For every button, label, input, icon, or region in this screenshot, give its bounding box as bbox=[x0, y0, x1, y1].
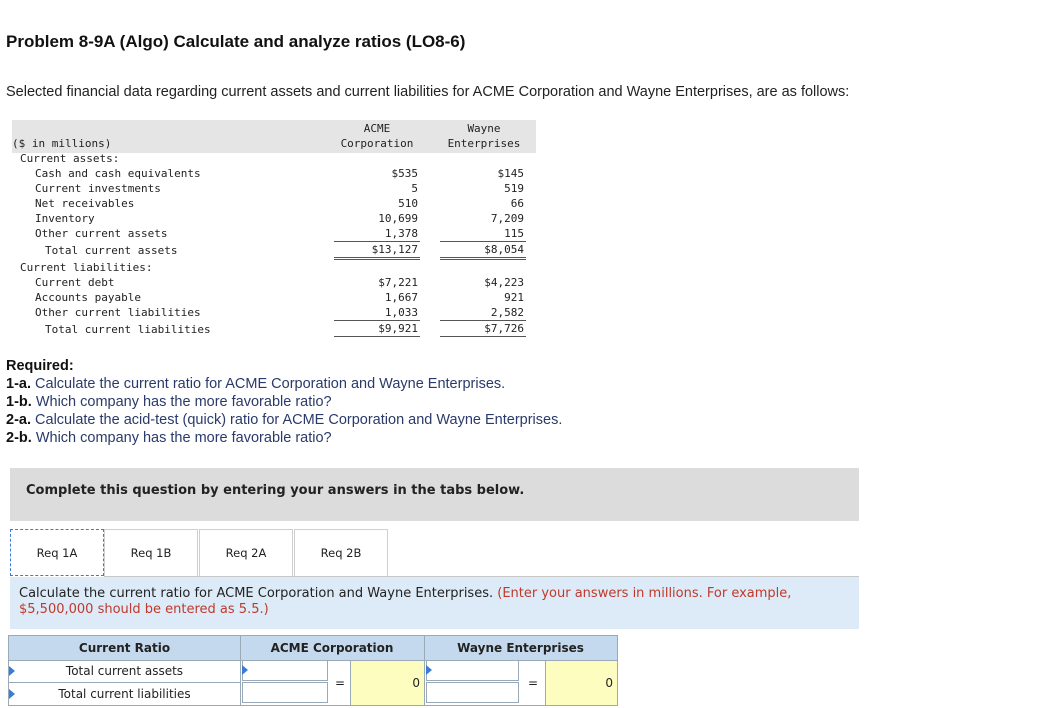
acme-denominator-input[interactable] bbox=[242, 682, 328, 703]
asset-label: Current investments bbox=[35, 182, 161, 195]
banner-text: Complete this question by entering your answers in the tabs below. bbox=[26, 483, 525, 498]
total-assets-acme: $13,127 bbox=[371, 243, 418, 256]
input-marker-icon bbox=[426, 665, 432, 675]
liability-acme-value: 1,667 bbox=[384, 291, 418, 304]
asset-wayne-value: $145 bbox=[497, 167, 524, 180]
acme-liab-total-rule bbox=[334, 336, 420, 337]
wayne-liab-subtotal-rule bbox=[440, 320, 526, 321]
asset-label: Other current assets bbox=[35, 227, 168, 240]
asset-acme-value: 510 bbox=[398, 197, 418, 210]
total-liabilities-acme: $9,921 bbox=[378, 322, 418, 335]
tab-req-2a[interactable]: Req 2A bbox=[199, 529, 293, 576]
total-assets-label: Total current assets bbox=[45, 244, 178, 257]
problem-title: Problem 8-9A (Algo) Calculate and analyze ratios (LO8-6) bbox=[6, 32, 466, 51]
column-divider bbox=[424, 636, 425, 705]
required-item-text: Which company has the more favorable ratio? bbox=[35, 430, 332, 446]
wayne-denominator-input[interactable] bbox=[426, 682, 519, 703]
wayne-numerator-input[interactable] bbox=[426, 660, 519, 681]
instruction-note: (Enter your answers in millions. For example, $5,500,000 should be entered as 5.5.) bbox=[19, 586, 792, 617]
wayne-subtotal-rule bbox=[440, 241, 526, 242]
tab-req-2b[interactable]: Req 2B bbox=[294, 529, 388, 576]
required-item-text: Calculate the current ratio for ACME Corporation and Wayne Enterprises. bbox=[35, 376, 506, 392]
acme-header-line2: Corporation bbox=[340, 137, 414, 150]
input-marker-icon bbox=[242, 665, 248, 675]
wayne-header-line2: Enterprises bbox=[447, 137, 521, 150]
acme-total-double-rule bbox=[334, 257, 420, 260]
asset-wayne-value: 115 bbox=[504, 227, 524, 240]
required-item-number: 1-b. bbox=[6, 394, 32, 410]
acme-numerator-input[interactable] bbox=[242, 660, 328, 681]
acme-equals-sign: = bbox=[334, 676, 346, 690]
liability-acme-value: $7,221 bbox=[378, 276, 418, 289]
total-liabilities-wayne: $7,726 bbox=[484, 322, 524, 335]
required-item bbox=[6, 411, 562, 429]
asset-label: Inventory bbox=[35, 212, 95, 225]
required-item bbox=[6, 429, 562, 447]
tab-instruction bbox=[10, 577, 859, 629]
instruction-text: Calculate the current ratio for ACME Corporation and Wayne Enterprises. bbox=[19, 586, 494, 601]
current-liabilities-heading: Current liabilities: bbox=[20, 261, 153, 274]
current-ratio-answer-table bbox=[8, 635, 618, 706]
acme-current-ratio-result: 0 bbox=[350, 661, 424, 705]
liability-wayne-value: 2,582 bbox=[490, 306, 524, 319]
asset-label: Net receivables bbox=[35, 197, 135, 210]
asset-wayne-value: 7,209 bbox=[490, 212, 524, 225]
instructions-banner bbox=[10, 468, 859, 521]
row-label-denominator: Total current liabilities bbox=[58, 687, 191, 701]
row-marker-icon bbox=[9, 666, 15, 676]
problem-intro: Selected financial data regarding current assets and current liabilities for ACME Corporation and Wayne Enterprises, are as follows: bbox=[6, 84, 850, 100]
liability-label: Accounts payable bbox=[35, 291, 141, 304]
required-item bbox=[6, 375, 562, 393]
acme-subtotal-rule bbox=[334, 241, 420, 242]
wayne-liab-total-rule bbox=[440, 336, 526, 337]
row-label-numerator: Total current assets bbox=[65, 664, 184, 678]
required-item-text: Calculate the acid-test (quick) ratio for ACME Corporation and Wayne Enterprises. bbox=[35, 412, 563, 428]
required-item bbox=[6, 393, 562, 411]
wayne-equals-sign: = bbox=[527, 676, 539, 690]
required-item-number: 2-a. bbox=[6, 412, 31, 428]
asset-acme-value: $535 bbox=[391, 167, 418, 180]
header-wayne: Wayne Enterprises bbox=[457, 641, 584, 655]
total-assets-wayne: $8,054 bbox=[484, 243, 524, 256]
required-item-text: Which company has the more favorable ratio? bbox=[35, 394, 332, 410]
asset-wayne-value: 66 bbox=[510, 197, 524, 210]
row-marker-icon bbox=[9, 689, 15, 699]
required-item-number: 1-a. bbox=[6, 376, 31, 392]
liability-label: Current debt bbox=[35, 276, 115, 289]
liability-wayne-value: 921 bbox=[504, 291, 524, 304]
header-acme: ACME Corporation bbox=[270, 641, 394, 655]
required-item-number: 2-b. bbox=[6, 430, 32, 446]
liability-wayne-value: $4,223 bbox=[484, 276, 524, 289]
units-label: ($ in millions) bbox=[12, 137, 112, 150]
wayne-header-line1: Wayne bbox=[467, 122, 501, 135]
liability-label: Other current liabilities bbox=[35, 306, 201, 319]
tab-req-1a[interactable]: Req 1A bbox=[10, 529, 104, 576]
asset-label: Cash and cash equivalents bbox=[35, 167, 201, 180]
tab-req-1b[interactable]: Req 1B bbox=[104, 529, 198, 576]
asset-acme-value: 1,378 bbox=[384, 227, 418, 240]
asset-acme-value: 5 bbox=[411, 182, 418, 195]
required-section bbox=[6, 357, 562, 447]
financial-data-table bbox=[12, 120, 536, 340]
current-assets-heading: Current assets: bbox=[20, 152, 120, 165]
asset-acme-value: 10,699 bbox=[378, 212, 418, 225]
required-heading: Required: bbox=[6, 358, 74, 374]
liability-acme-value: 1,033 bbox=[384, 306, 418, 319]
header-current-ratio: Current Ratio bbox=[78, 641, 171, 655]
asset-wayne-value: 519 bbox=[504, 182, 524, 195]
column-divider bbox=[240, 636, 241, 705]
wayne-current-ratio-result: 0 bbox=[545, 661, 617, 705]
total-liabilities-label: Total current liabilities bbox=[45, 323, 211, 336]
acme-header-line1: ACME bbox=[363, 122, 391, 135]
acme-liab-subtotal-rule bbox=[334, 320, 420, 321]
wayne-total-double-rule bbox=[440, 257, 526, 260]
